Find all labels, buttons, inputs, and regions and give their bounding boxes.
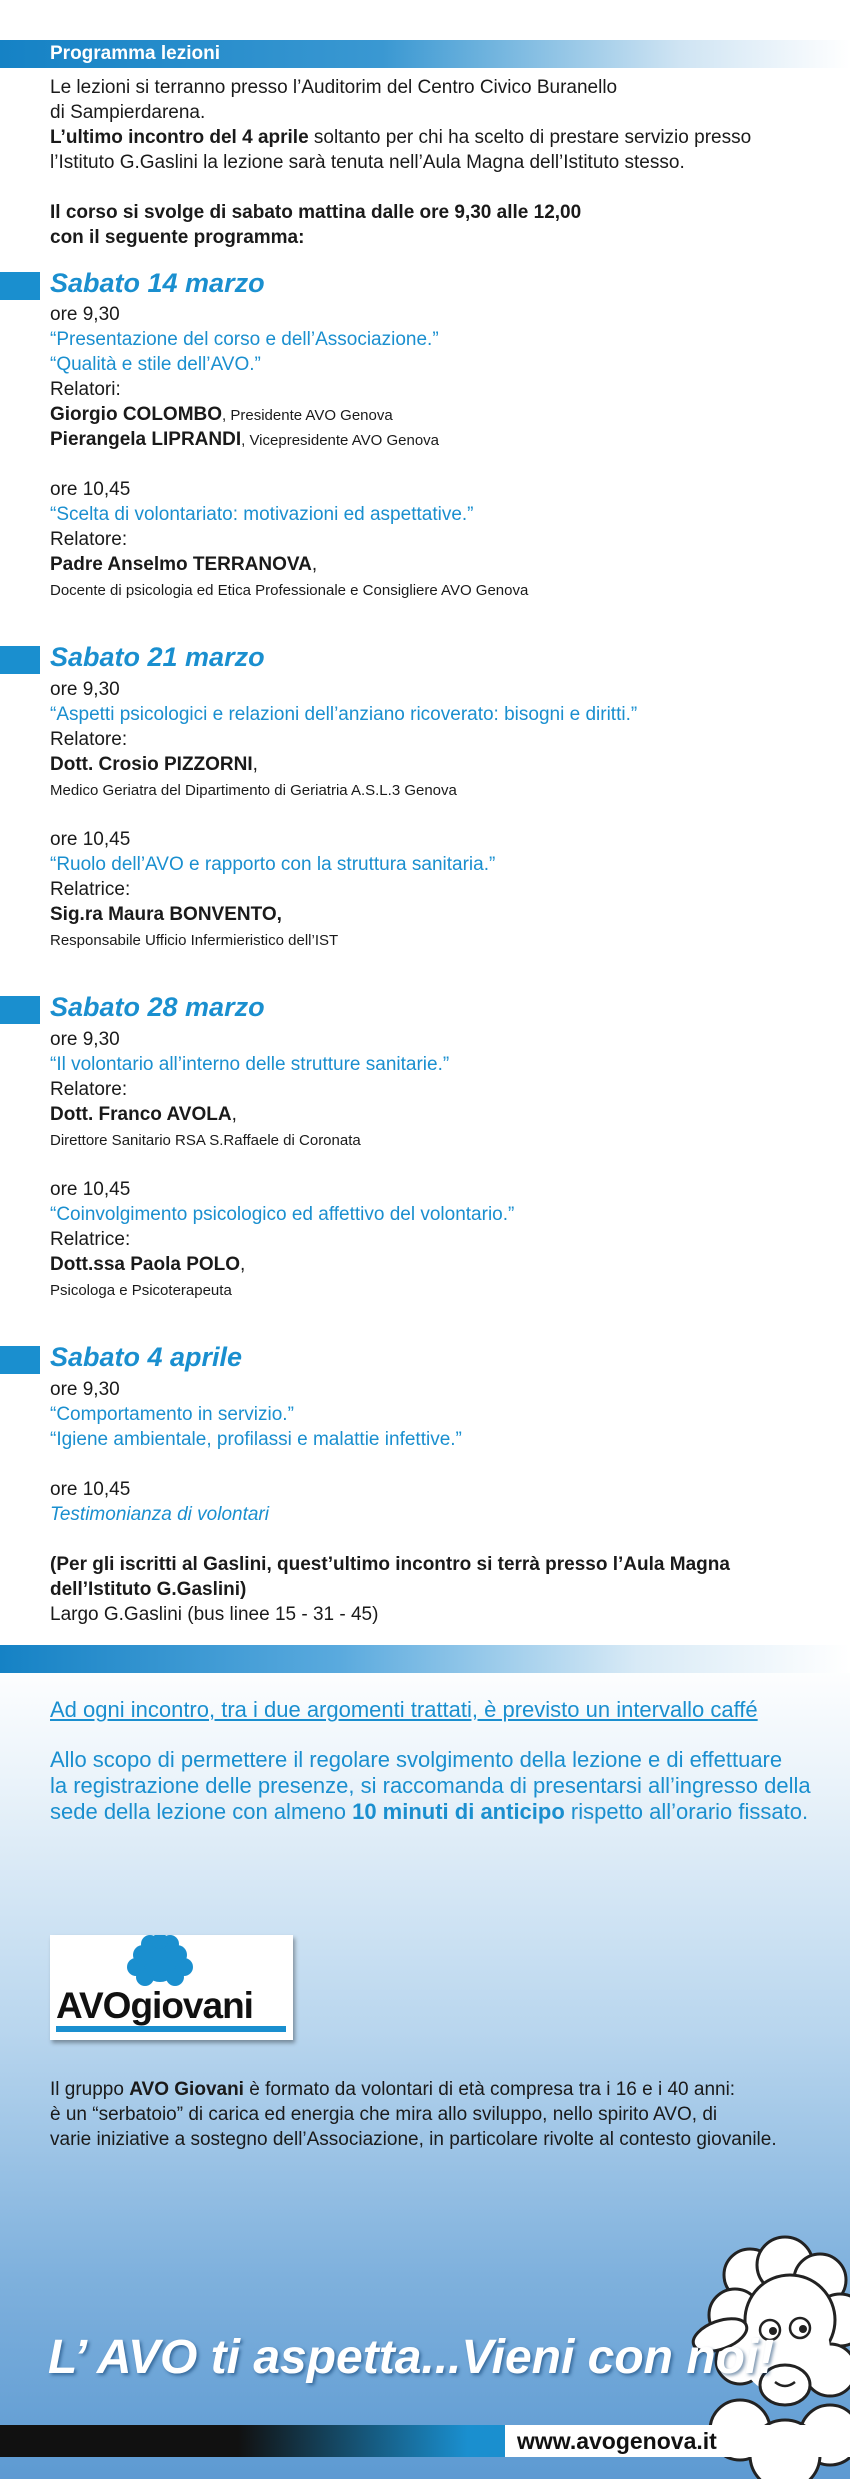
speaker-line: [50, 402, 820, 428]
session-topic: “Ruolo dell’AVO e rapporto con la struttura sanitaria.”: [50, 854, 496, 875]
speaker-name: Padre Anselmo TERRANOVA: [50, 554, 312, 575]
footer-slogan: L’ AVO ti aspetta...Vieni con noi!: [48, 2331, 775, 2384]
day-title: Sabato 14 marzo: [50, 268, 265, 298]
speaker-role: Relatrice:: [50, 1229, 131, 1250]
giovani-text: Il gruppo: [50, 2079, 130, 2100]
speaker-desc: Psicologa e Psicoterapeuta: [50, 1282, 232, 1299]
session-topic: “Qualità e stile dell’AVO.”: [50, 354, 261, 375]
session-time: ore 10,45: [50, 829, 131, 850]
giovani-name: AVO Giovani: [129, 2079, 244, 2100]
speaker-separator: ,: [240, 1254, 246, 1275]
punctuality-emphasis: 10 minuti di anticipo: [352, 1799, 565, 1824]
course-schedule-line-1: Il corso si svolge di sabato mattina dalle ore 9,30 alle 12,00: [50, 202, 582, 223]
speaker-line: [50, 427, 820, 453]
last-meeting-bold: L’ultimo incontro del 4 aprile: [50, 127, 309, 148]
session-time: ore 10,45: [50, 1479, 131, 1500]
gaslini-note-line-1: (Per gli iscritti al Gaslini, quest’ultimo incontro si terrà presso l’Aula Magna: [50, 1554, 730, 1575]
last-meeting-line-2: l’Istituto G.Gaslini la lezione sarà tenuta nell’Aula Magna dell’Istituto stesso.: [50, 152, 685, 173]
speaker-name: Dott. Franco AVOLA: [50, 1104, 232, 1125]
session-topic: “Il volontario all’interno delle strutture sanitarie.”: [50, 1054, 450, 1075]
logo-wordmark: [56, 1985, 253, 2027]
session-time: ore 9,30: [50, 679, 120, 700]
session-time: ore 10,45: [50, 1179, 131, 1200]
punctuality-line-2: la registrazione delle presenze, si raccomanda di presentarsi all’ingresso della: [50, 1773, 811, 1798]
day-title: Sabato 21 marzo: [50, 642, 265, 672]
speaker-name: Dott. Crosio PIZZORNI: [50, 754, 253, 775]
session-topic: Testimonianza di volontari: [50, 1504, 269, 1525]
logo-giovani: giovani: [130, 1985, 253, 2026]
speaker-desc: Direttore Sanitario RSA S.Raffaele di Coronata: [50, 1132, 361, 1149]
logo-underline: [56, 2026, 286, 2032]
session-topic: “Coinvolgimento psicologico ed affettivo del volontario.”: [50, 1204, 515, 1225]
speaker-line: [50, 1252, 820, 1277]
giovani-paragraph-line-3: varie iniziative a sostegno dell’Associazione, in particolare rivolte al contesto giovanile.: [50, 2129, 777, 2150]
session-time: ore 9,30: [50, 1379, 120, 1400]
avo-giovani-logo: [50, 1935, 293, 2040]
punctuality-line-3: [50, 1799, 815, 1825]
day-marker: [0, 646, 40, 674]
section-title: Programma lezioni: [50, 43, 220, 64]
day-marker: [0, 272, 40, 300]
session-time: ore 9,30: [50, 1029, 120, 1050]
session-topic: “Aspetti psicologici e relazioni dell’anziano ricoverato: bisogni e diritti.”: [50, 704, 638, 725]
logo-avo: AVO: [56, 1985, 131, 2026]
punctuality-line-1: Allo scopo di permettere il regolare svolgimento della lezione e di effettuare: [50, 1747, 783, 1772]
session-topic: “Scelta di volontariato: motivazioni ed aspettative.”: [50, 504, 474, 525]
punctuality-text: sede della lezione con almeno: [50, 1799, 353, 1824]
speaker-name: Pierangela LIPRANDI: [50, 429, 242, 450]
session-topic: “Comportamento in servizio.”: [50, 1404, 294, 1425]
coffee-break-note: Ad ogni incontro, tra i due argomenti trattati, è previsto un intervallo caffé: [50, 1697, 758, 1722]
speaker-role: Relatore:: [50, 1079, 128, 1100]
gaslini-address: Largo G.Gaslini (bus linee 15 - 31 - 45): [50, 1604, 379, 1625]
session-topic: “Presentazione del corso e dell’Associazione.”: [50, 329, 439, 350]
day-marker: [0, 1346, 40, 1374]
speaker-separator: ,: [231, 1104, 237, 1125]
speaker-role: Relatori:: [50, 379, 121, 400]
gaslini-note-line-2: dell’Istituto G.Gaslini): [50, 1579, 247, 1600]
speaker-role: Relatrice:: [50, 879, 131, 900]
flower-icon: [105, 1935, 215, 1990]
giovani-text: è formato da volontari di età compresa tra i 16 e i 40 anni:: [243, 2079, 736, 2100]
last-meeting-line-1: [50, 125, 820, 150]
day-title: Sabato 28 marzo: [50, 992, 265, 1022]
course-schedule-line-2: con il seguente programma:: [50, 227, 305, 248]
speaker-name: Dott.ssa Paola POLO: [50, 1254, 241, 1275]
speaker-desc: Medico Geriatra del Dipartimento di Geriatria A.S.L.3 Genova: [50, 782, 457, 799]
speaker-desc: Responsabile Ufficio Infermieristico dell’IST: [50, 932, 339, 949]
speaker-name: Sig.ra Maura BONVENTO,: [50, 904, 282, 925]
speaker-role: Relatore:: [50, 729, 128, 750]
punctuality-text: rispetto all’orario fissato.: [564, 1799, 809, 1824]
day-title: Sabato 4 aprile: [50, 1342, 243, 1372]
giovani-paragraph-line-1: [50, 2077, 820, 2102]
session-time: ore 10,45: [50, 479, 131, 500]
speaker-desc: Docente di psicologia ed Etica Professionale e Consigliere AVO Genova: [50, 582, 529, 599]
speaker-desc: , Vicepresidente AVO Genova: [241, 432, 440, 449]
session-topic: “Igiene ambientale, profilassi e malattie infettive.”: [50, 1429, 462, 1450]
speaker-line: [50, 902, 820, 927]
section-header-bar: [0, 40, 850, 68]
giovani-paragraph-line-2: è un “serbatoio” di carica ed energia che mira allo sviluppo, nello spirito AVO, di: [50, 2104, 718, 2125]
last-meeting-rest: soltanto per chi ha scelto di prestare servizio presso: [308, 127, 752, 148]
intro-line-1: Le lezioni si terranno presso l’Auditorim del Centro Civico Buranello: [50, 77, 618, 98]
speaker-separator: ,: [311, 554, 318, 575]
speaker-separator: ,: [252, 754, 258, 775]
divider-bar: [0, 1645, 850, 1673]
speaker-line: [50, 1102, 820, 1127]
speaker-line: [50, 752, 820, 777]
speaker-role: Relatore:: [50, 529, 128, 550]
session-time: ore 9,30: [50, 304, 120, 325]
website-link[interactable]: www.avogenova.it: [505, 2425, 850, 2457]
intro-line-2: di Sampierdarena.: [50, 102, 206, 123]
speaker-name: Giorgio COLOMBO: [50, 404, 223, 425]
day-marker: [0, 996, 40, 1024]
speaker-line: [50, 552, 820, 577]
speaker-desc: , Presidente AVO Genova: [222, 407, 393, 424]
